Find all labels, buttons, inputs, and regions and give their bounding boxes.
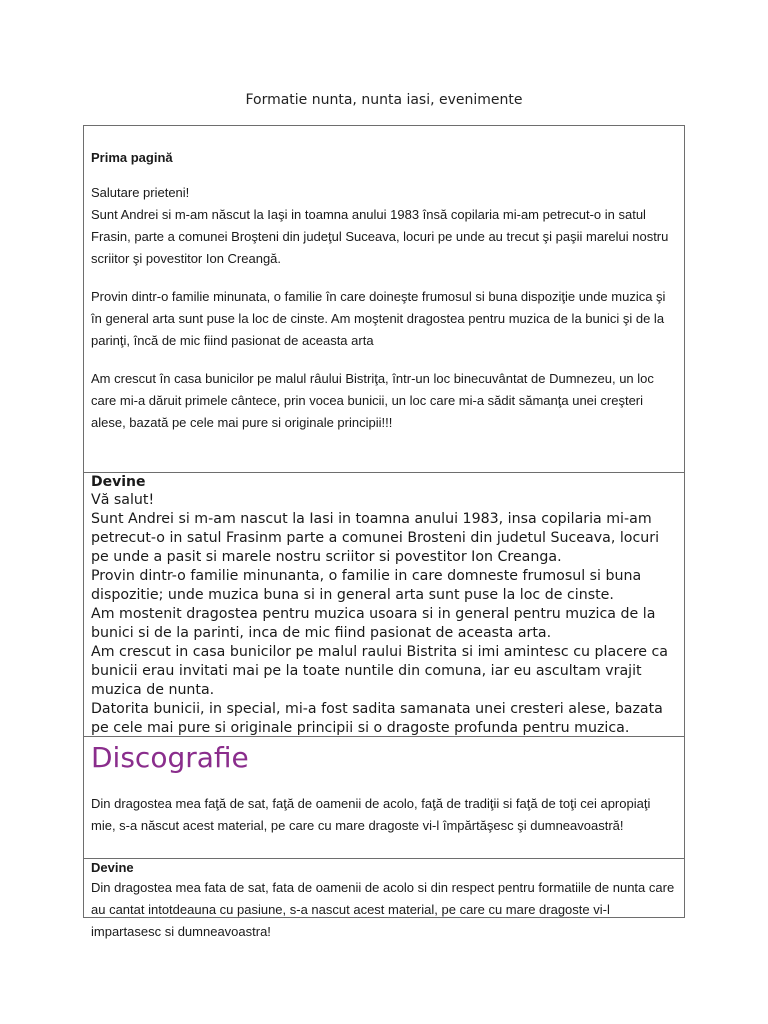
paragraph-line: Datorita bunicii, in special, mi-a fost sadita samanata unei cresteri alese, bazata pe cele mai pure si originale principii si o dragoste profunda pentru muzica.: [91, 701, 663, 736]
paragraph-line: Provin dintr-o familie minunanta, o familie in care domneste frumosul si buna dispozitie; unde muzica buna si in general arta sunt puse la loc de cinste.: [91, 568, 642, 603]
paragraph: Din dragostea mea faţă de sat, faţă de oamenii de acolo, faţă de tradiţii si faţă de toţi cei apropiaţi mie, s-a născut acest material, pe care cu mare dragoste vi-l împărtăşesc şi dumneavoastră!: [91, 796, 651, 833]
cell-discografie: [84, 737, 684, 858]
paragraph-line: Sunt Andrei si m-am nascut la Iasi in toamna anului 1983, insa copilaria mi-am petrecut-o in satul Frasinm parte a comunei Brosteni din judetul Suceava, locuri pe unde a pasit si marele nostru scriitor si povestitor Ion Creanga.: [91, 511, 660, 565]
greeting-text: Salutare prieteni!: [91, 185, 190, 200]
section-heading: Devine: [91, 474, 146, 490]
section-heading: Prima pagină: [91, 150, 173, 165]
cell-prima-pagina: [84, 126, 684, 472]
cell-devine-1: [84, 473, 684, 736]
paragraph: [91, 182, 676, 270]
paragraph-line: Am mostenit dragostea pentru muzica usoara si in general pentru muzica de la bunici si de la parinti, inca de mic fiind pasionat de aceasta arta.: [91, 606, 656, 641]
paragraph-line: Am crescut in casa bunicilor pe malul raului Bistrita si imi amintesc cu placere ca bunicii erau invitati mai pe la toate nuntile din comuna, iar eu ascultam vrajit muzica de nunta.: [91, 644, 668, 698]
cell-devine-2: [84, 859, 684, 939]
document-title: Formatie nunta, nunta iasi, evenimente: [245, 92, 523, 108]
content-table: [83, 125, 685, 939]
section-heading: Devine: [91, 860, 134, 875]
section-heading-discografie: Discografie: [91, 741, 249, 774]
greeting-text: Vă salut!: [91, 492, 155, 508]
paragraph: Provin dintr-o familie minunata, o familie în care doineşte frumosul si buna dispoziţie unde muzica şi în general arta sunt puse la loc de cinste. Am moştenit dragostea pentru muzica de la bunici şi de la parinţi, încă de mic fiind pasionat de aceasta arta: [91, 289, 666, 348]
paragraph: Am crescut în casa bunicilor pe malul râului Bistriţa, într-un loc binecuvântat de Dumnezeu, un loc care mi-a dăruit primele cântece, prin vocea bunicii, un loc care mi-a sădit sămanţa unei creşteri alese, bazată pe cele mai pure si originale principii!!!: [91, 371, 654, 430]
paragraph: Din dragostea mea fata de sat, fata de oamenii de acolo si din respect pentru formatiile de nunta care au cantat intotdeauna cu pasiune, s-a nascut acest material, pe care cu mare dragoste vi-l impartasesc si dumneavoastra!: [91, 880, 675, 939]
paragraph-text: Sunt Andrei si m-am născut la Iaşi in toamna anului 1983 însă copilaria mi-am petrecut-o in satul Frasin, parte a comunei Broşteni din judeţul Suceava, locuri pe unde au trecut şi paşii marelui nostru scriitor şi povestitor Ion Creangă.: [91, 207, 669, 266]
